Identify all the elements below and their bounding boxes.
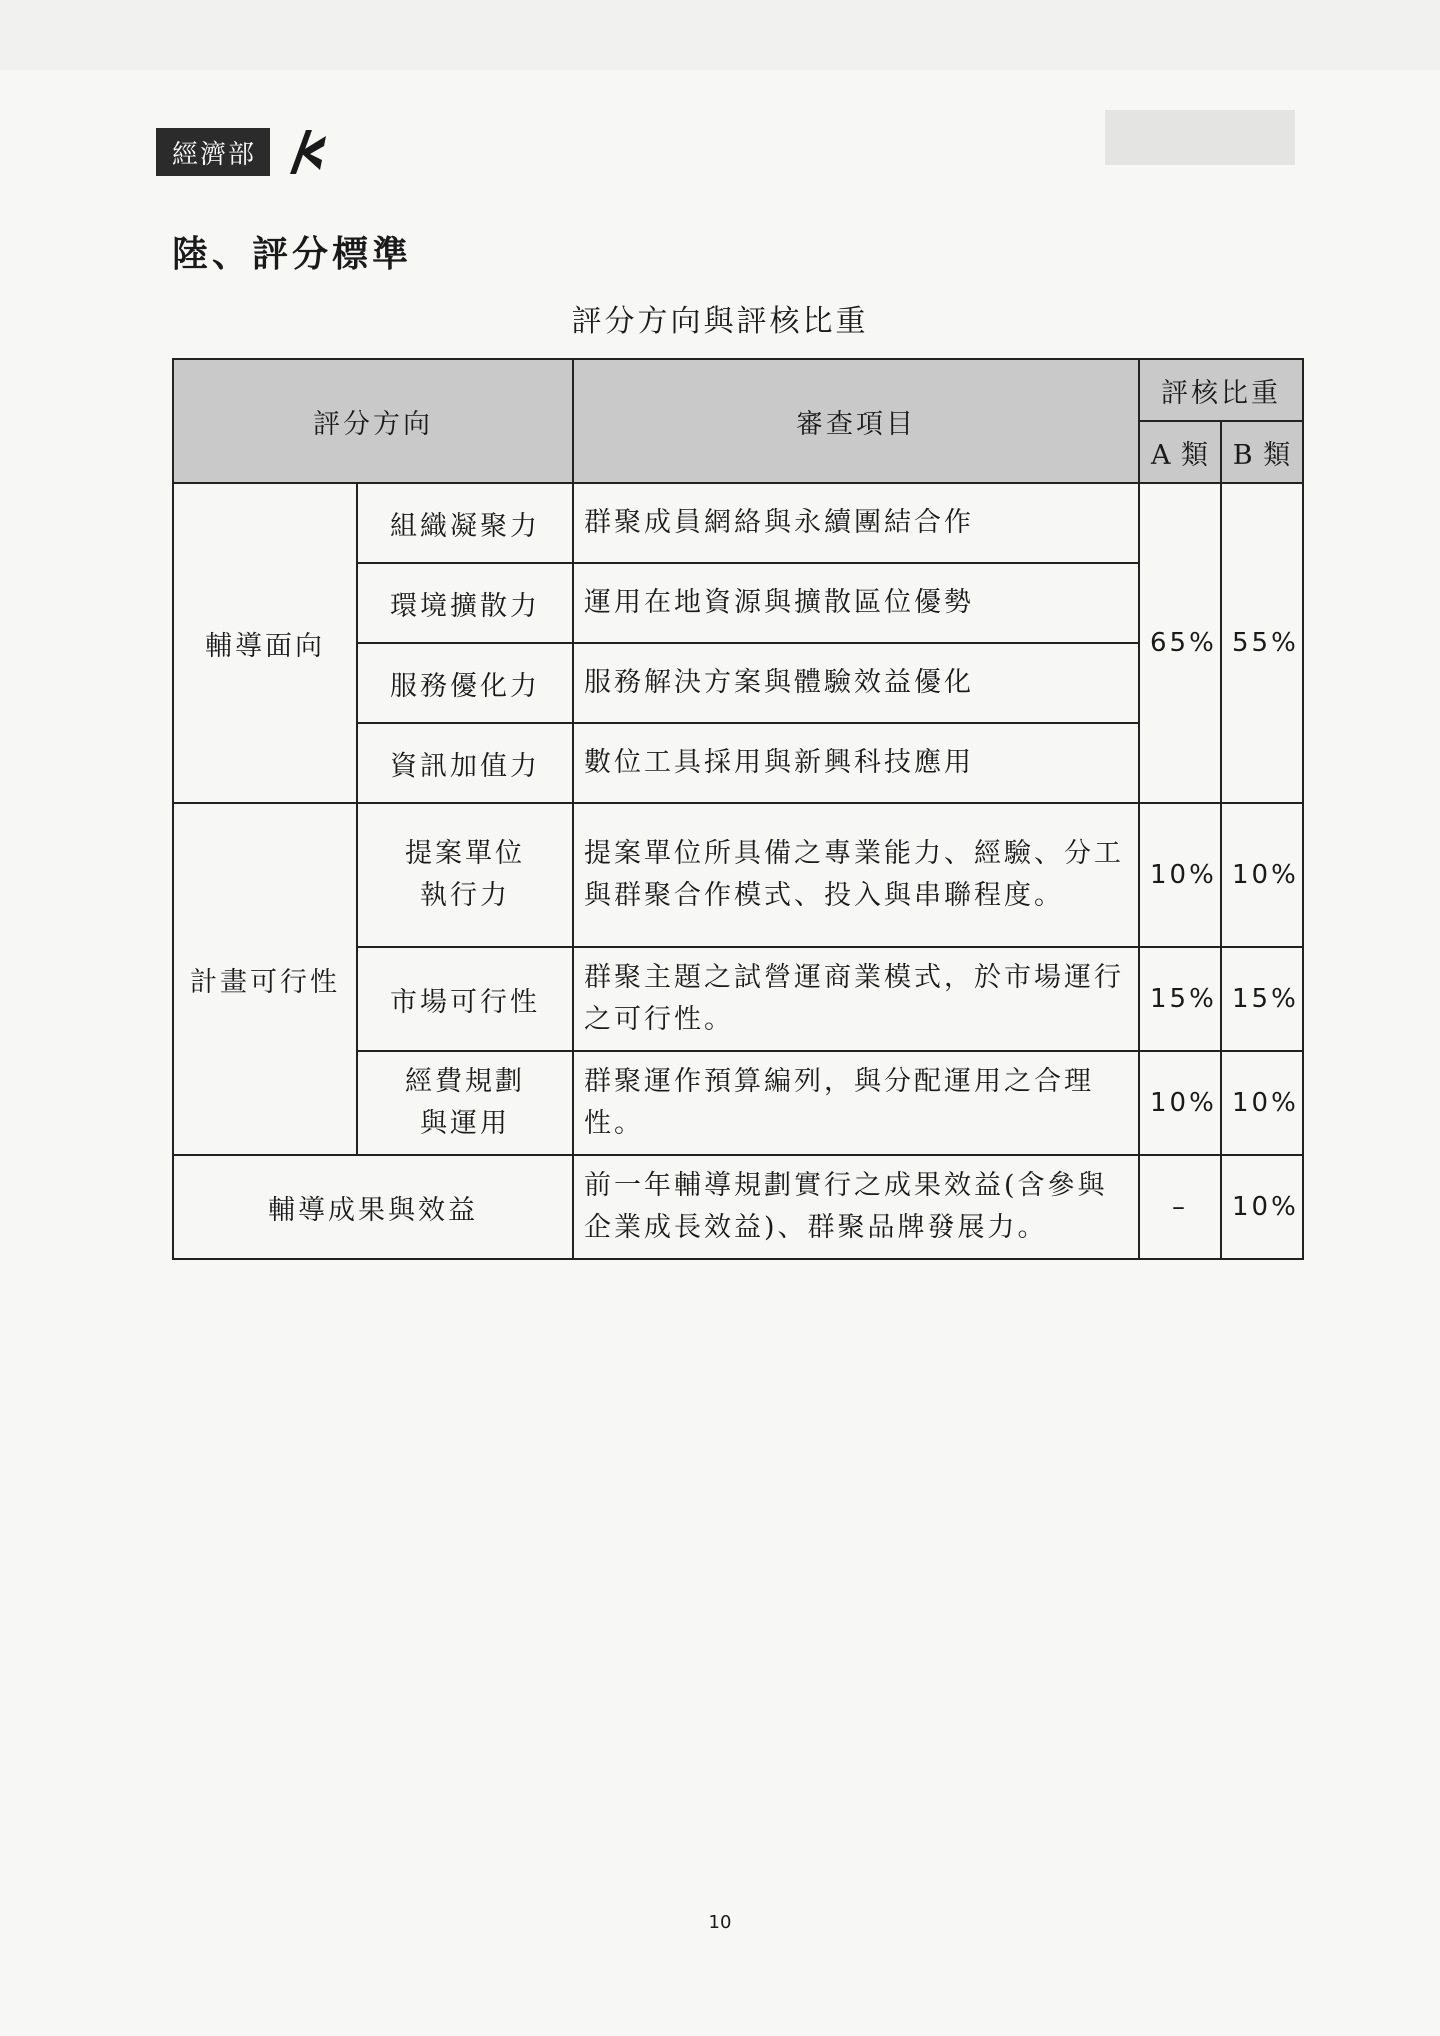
weight-a: 65%: [1139, 483, 1221, 803]
table-row: [173, 483, 1303, 563]
review-item: 提案單位所具備之專業能力、經驗、分工與群聚合作模式、投入與串聯程度。: [573, 803, 1139, 947]
review-item: 數位工具採用與新興科技應用: [573, 723, 1139, 803]
table-row: [173, 1155, 1303, 1259]
page-number: 10: [708, 1912, 732, 1933]
ministry-logo: [156, 128, 328, 176]
sub-direction: 提案單位執行力: [357, 803, 573, 947]
logo-text: 經濟部: [156, 128, 270, 176]
weight-b: 10%: [1221, 1155, 1303, 1259]
moea-emblem-icon: [276, 128, 328, 176]
review-item: 運用在地資源與擴散區位優勢: [573, 563, 1139, 643]
section-title: 陸、評分標準: [172, 233, 413, 275]
sub-direction: 經費規劃與運用: [357, 1051, 573, 1155]
sub-direction: 組織凝聚力: [357, 483, 573, 563]
group-name: 輔導面向: [173, 483, 357, 803]
header-class-a: A 類: [1139, 421, 1221, 483]
weight-b: 55%: [1221, 483, 1303, 803]
header-weight: 評核比重: [1139, 359, 1303, 421]
review-item: 前一年輔導規劃實行之成果效益(含參與企業成長效益)、群聚品牌發展力。: [573, 1155, 1139, 1259]
table-row: [173, 803, 1303, 947]
review-item: 群聚運作預算編列，與分配運用之合理性。: [573, 1051, 1139, 1155]
header-class-b: B 類: [1221, 421, 1303, 483]
header-review-item: 審查項目: [573, 359, 1139, 483]
weight-b: 10%: [1221, 1051, 1303, 1155]
sub-direction: 環境擴散力: [357, 563, 573, 643]
table-caption: 評分方向與評核比重: [571, 304, 869, 339]
review-item: 群聚成員網絡與永續團結合作: [573, 483, 1139, 563]
weight-b: 10%: [1221, 803, 1303, 947]
weight-b: 15%: [1221, 947, 1303, 1051]
group-name: 計畫可行性: [173, 803, 357, 1155]
review-item: 群聚主題之試營運商業模式，於市場運行之可行性。: [573, 947, 1139, 1051]
weight-a: 10%: [1139, 803, 1221, 947]
bleed-through-mark: [1105, 110, 1295, 165]
group-name: 輔導成果與效益: [173, 1155, 573, 1259]
weight-a: 15%: [1139, 947, 1221, 1051]
weight-a: 10%: [1139, 1051, 1221, 1155]
review-item: 服務解決方案與體驗效益優化: [573, 643, 1139, 723]
header-direction: 評分方向: [173, 359, 573, 483]
sub-direction: 資訊加值力: [357, 723, 573, 803]
sub-direction: 市場可行性: [357, 947, 573, 1051]
scoring-table: [172, 358, 1304, 1260]
weight-a: –: [1139, 1155, 1221, 1259]
sub-direction: 服務優化力: [357, 643, 573, 723]
